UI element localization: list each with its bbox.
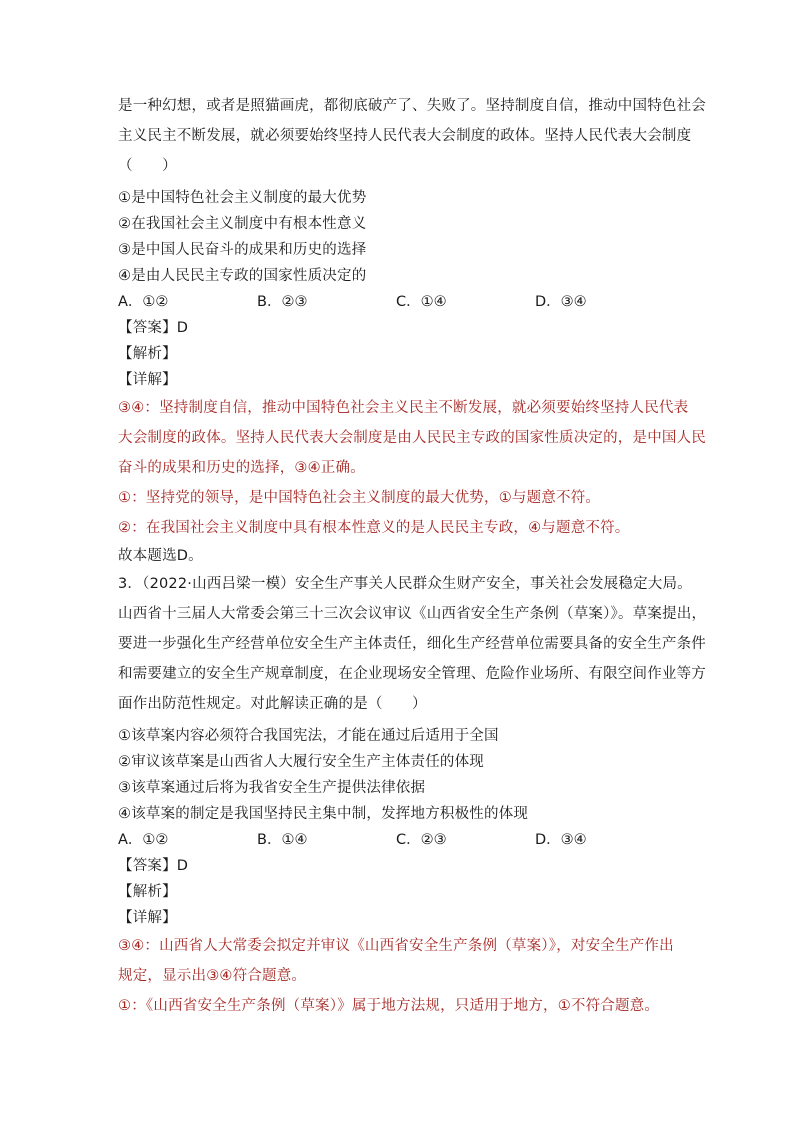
q3-item-2: ②审议该草案是山西省人大履行安全生产主体责任的体现 (118, 754, 484, 770)
q3-answer: 【答案】D (118, 858, 189, 874)
q2-analysis-heading: 【解析】 (118, 346, 177, 362)
q2-item-1: ①是中国特色社会主义制度的最大优势 (118, 190, 367, 206)
q2-explain-line-3: 奋斗的成果和历史的选择，③④正确。 (118, 460, 365, 476)
q2-item-4: ④是由人民民主专政的国家性质决定的 (118, 268, 367, 284)
q3-options (118, 827, 678, 853)
q3-option-d: D．③④ (535, 832, 587, 848)
q2-option-a: A．①② (118, 294, 169, 310)
q3-analysis-heading: 【解析】 (118, 884, 177, 900)
q3-stem-line-2: 山西省十三届人大常委会第三十三次会议审议《山西省安全生产条例（草案）》。草案提出， (118, 606, 707, 622)
q3-item-4: ④该草案的制定是我国坚持民主集中制，发挥地方积极性的体现 (118, 806, 529, 822)
q2-options (118, 289, 678, 315)
q3-stem-line-5: 面作出防范性规定。对此解读正确的是（ ） (118, 696, 427, 712)
q2-option-d: D．③④ (535, 294, 587, 310)
q3-item-1: ①该草案内容必须符合我国宪法，才能在通过后适用于全国 (118, 728, 499, 744)
q3-explain-line-3: ①：《山西省安全生产条例（草案）》属于地方法规，只适用于地方，①不符合题意。 (118, 998, 660, 1014)
q2-option-c: C．①④ (396, 294, 447, 310)
q2-stem-line-2: 主义民主不断发展，就必须要始终坚持人民代表大会制度的政体。坚持人民代表大会制度 (118, 128, 692, 144)
q3-item-3: ③该草案通过后将为我省安全生产提供法律依据 (118, 780, 426, 796)
q3-explain-line-1: ③④：山西省人大常委会拟定并审议《山西省安全生产条例（草案）》，对安全生产作出 (118, 938, 674, 954)
q3-stem-line-1: 3．（2022·山西吕梁一模）安全生产事关人民群众生财产安全，事关社会发展稳定大局。 (118, 576, 692, 592)
q3-stem-line-4: 和需要建立的安全生产规章制度，在企业现场安全管理、危险作业场所、有限空间作业等方 (118, 666, 706, 682)
q2-stem-line-3: （ ） (118, 158, 177, 174)
q2-explain-line-4: ①：坚持党的领导，是中国特色社会主义制度的最大优势，①与题意不符。 (118, 490, 601, 506)
q3-option-a: A．①② (118, 832, 169, 848)
q3-stem-line-3: 要进一步强化生产经营单位安全生产主体责任，细化生产经营单位需要具备的安全生产条件 (118, 636, 706, 652)
q2-explain-line-2: 大会制度的政体。坚持人民代表大会制度是由人民民主专政的国家性质决定的，是中国人民 (118, 430, 706, 446)
q2-item-3: ③是中国人民奋斗的成果和历史的选择 (118, 242, 367, 258)
q3-detail-heading: 【详解】 (118, 910, 177, 926)
q2-detail-heading: 【详解】 (118, 372, 177, 388)
q2-stem-line-1: 是一种幻想，或者是照猫画虎，都彻底破产了、失败了。坚持制度自信，推动中国特色社会 (118, 98, 706, 114)
q2-explain-line-5: ②：在我国社会主义制度中具有根本性意义的是人民民主专政，④与题意不符。 (118, 520, 630, 536)
q2-option-b: B．②③ (257, 294, 308, 310)
q2-item-2: ②在我国社会主义制度中有根本性意义 (118, 216, 367, 232)
q3-option-c: C．②③ (396, 832, 447, 848)
q2-answer: 【答案】D (118, 320, 189, 336)
document-page (118, 91, 707, 1021)
q2-explain-line-1: ③④：坚持制度自信，推动中国特色社会主义民主不断发展，就必须要始终坚持人民代表 (118, 400, 689, 416)
q3-explain-line-2: 规定，显示出③④符合题意。 (118, 968, 307, 984)
q2-conclusion: 故本题选D。 (118, 548, 203, 564)
q3-option-b: B．①④ (257, 832, 308, 848)
